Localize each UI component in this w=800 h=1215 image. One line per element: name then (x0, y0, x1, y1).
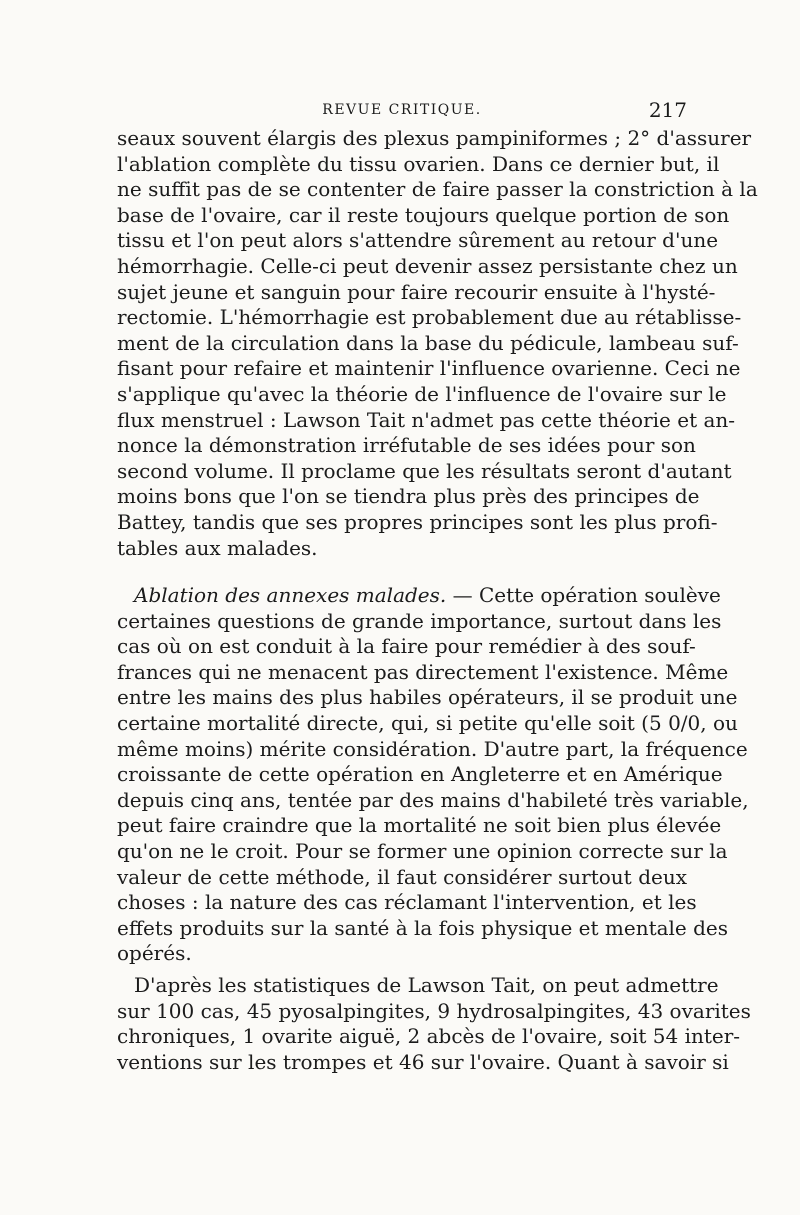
text-line: fisant pour refaire et maintenir l'influence ovarienne. Ceci ne (117, 356, 741, 381)
page-number: 217 (648, 98, 687, 122)
text-line: rectomie. L'hémorrhagie est probablement due au rétablisse- (117, 305, 742, 330)
section-title-continuation: — Cette opération soulève (446, 583, 721, 608)
paragraph-3 (117, 973, 751, 1075)
section-title: Ablation des annexes malades. (134, 583, 447, 608)
text-line: qu'on ne le croit. Pour se former une opinion correcte sur la (117, 839, 728, 864)
text-line: frances qui ne menacent pas directement l'existence. Même (117, 659, 729, 684)
text-line: effets produits sur la santé à la fois physique et mentale des (117, 915, 729, 940)
text-line: l'ablation complète du tissu ovarien. Dans ce dernier but, il (117, 151, 720, 176)
text-line: moins bons que l'on se tiendra plus près des principes de (117, 484, 700, 509)
text-line: depuis cinq ans, tentée par des mains d'habileté très variable, (117, 787, 749, 812)
running-head: REVUE CRITIQUE. (322, 102, 482, 118)
text-line: valeur de cette méthode, il faut considérer surtout deux (117, 864, 687, 889)
text-line: cas où on est conduit à la faire pour remédier à des souf- (117, 634, 696, 659)
text-line: ventions sur les trompes et 46 sur l'ovaire. Quant à savoir si (117, 1049, 729, 1074)
text-line: entre les mains des plus habiles opérateurs, il se produit une (117, 685, 738, 710)
page-header (117, 98, 687, 122)
paragraph-1 (117, 126, 758, 561)
text-line: opérés. (117, 941, 192, 966)
text-line: croissante de cette opération en Angleterre et en Amérique (117, 762, 723, 787)
text-line: sur 100 cas, 45 pyosalpingites, 9 hydrosalpingites, 43 ovarites (117, 998, 751, 1023)
text-line: choses : la nature des cas réclamant l'intervention, et les (117, 890, 697, 915)
text-line: seaux souvent élargis des plexus pampiniformes ; 2° d'assurer (117, 126, 752, 150)
text-line: tables aux malades. (117, 535, 318, 560)
text-line (117, 583, 721, 609)
text-line: sujet jeune et sanguin pour faire recourir ensuite à l'hysté- (117, 279, 716, 304)
text-line: tissu et l'on peut alors s'attendre sûrement au retour d'une (117, 228, 719, 253)
paragraph-2 (117, 583, 749, 967)
paragraph-gap (117, 561, 687, 583)
text-line: Battey, tandis que ses propres principes sont les plus profi- (117, 509, 718, 534)
text-line: s'applique qu'avec la théorie de l'influence de l'ovaire sur le (117, 381, 727, 406)
text-line: hémorrhagie. Celle-ci peut devenir assez persistante chez un (117, 253, 738, 278)
text-line: D'après les statistiques de Lawson Tait, on peut admettre (134, 973, 719, 997)
text-line: certaine mortalité directe, qui, si petite qu'elle soit (5 0/0, ou (117, 711, 738, 736)
body-text (117, 126, 758, 1075)
text-line: flux menstruel : Lawson Tait n'admet pas cette théorie et an- (117, 407, 736, 432)
text-line: base de l'ovaire, car il reste toujours quelque portion de son (117, 202, 730, 227)
text-line: nonce la démonstration irréfutable de ses idées pour son (117, 433, 696, 458)
text-line: ment de la circulation dans la base du pédicule, lambeau suf- (117, 330, 739, 355)
text-line: ne suffit pas de se contenter de faire passer la constriction à la (117, 177, 758, 202)
text-line: peut faire craindre que la mortalité ne soit bien plus élevée (117, 813, 722, 838)
text-line: certaines questions de grande importance, surtout dans les (117, 608, 722, 633)
text-line: second volume. Il proclame que les résultats seront d'autant (117, 458, 732, 483)
text-line: même moins) mérite considération. D'autre part, la fréquence (117, 736, 748, 761)
text-line: chroniques, 1 ovarite aiguë, 2 abcès de l'ovaire, soit 54 inter- (117, 1024, 741, 1049)
